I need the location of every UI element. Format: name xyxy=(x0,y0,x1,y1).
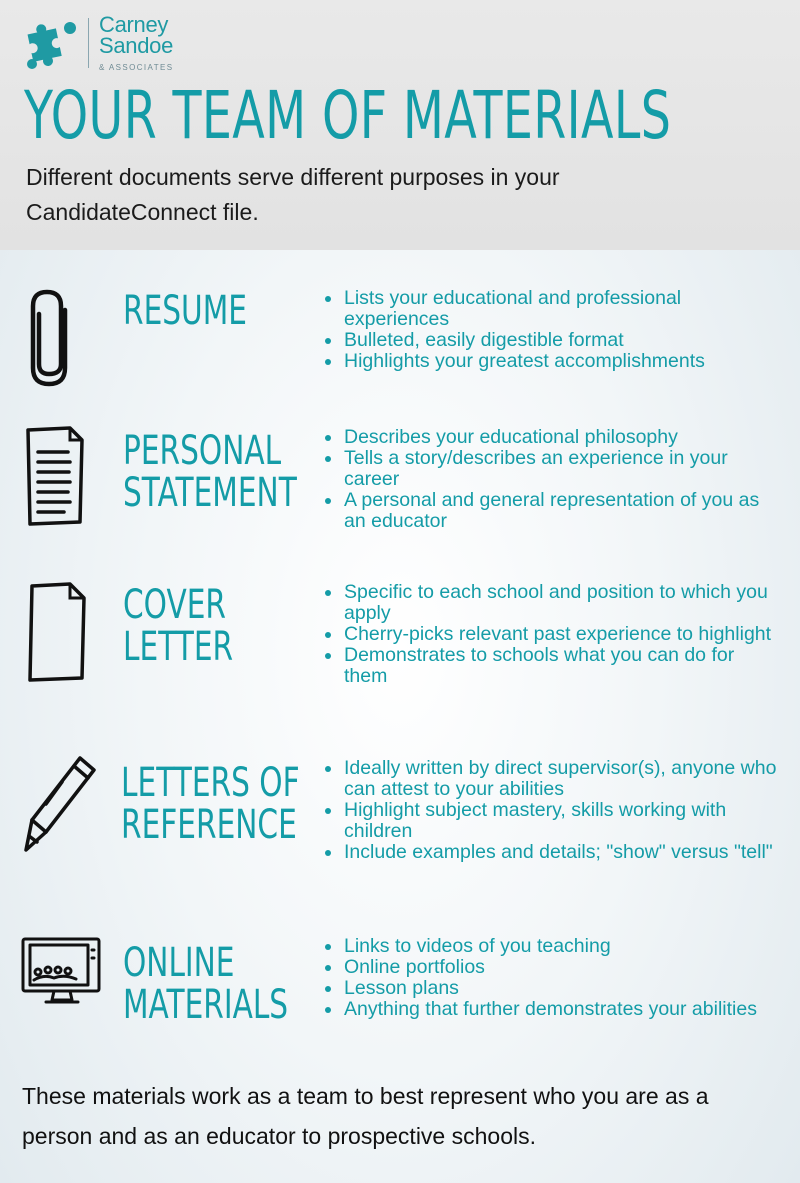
section-label-line: ONLINE xyxy=(123,940,235,986)
paperclip-icon xyxy=(27,288,81,390)
section-label-line: REFERENCE xyxy=(121,802,297,848)
monitor-icon xyxy=(20,936,104,1006)
list-item: Include examples and details; "show" versus "tell" xyxy=(322,842,782,863)
list-item: Links to videos of you teaching xyxy=(322,936,782,957)
list-item: Highlight subject mastery, skills working with children xyxy=(322,800,782,842)
logo-tagline: & ASSOCIATES xyxy=(99,63,174,72)
section-label xyxy=(123,942,288,1026)
list-item: Anything that further demonstrates your abilities xyxy=(322,999,782,1020)
bullet-list xyxy=(322,427,782,532)
lined-document-icon xyxy=(24,424,86,528)
logo-wordmark xyxy=(99,14,173,56)
bullet-list xyxy=(322,758,782,863)
list-item: Highlights your greatest accomplishments xyxy=(322,351,782,372)
list-item: Bulleted, easily digestible format xyxy=(322,330,782,351)
section-label xyxy=(121,762,300,846)
section-label xyxy=(123,290,247,332)
page-subtitle: Different documents serve different purposes in your CandidateConnect file. xyxy=(26,164,560,225)
blank-document-icon xyxy=(26,580,88,684)
pencil-icon xyxy=(22,752,102,856)
list-item: Demonstrates to schools what you can do for them xyxy=(322,645,782,687)
list-item: Describes your educational philosophy xyxy=(322,427,782,448)
logo-divider xyxy=(88,18,89,68)
puzzle-piece-icon xyxy=(22,16,80,72)
list-item: Lesson plans xyxy=(322,978,782,999)
list-item: Tells a story/describes an experience in your career xyxy=(322,448,782,490)
section-label xyxy=(123,584,233,668)
page-title: YOUR TEAM OF MATERIALS xyxy=(24,77,672,154)
list-item: A personal and general representation of you as an educator xyxy=(322,490,782,532)
section-label-line: MATERIALS xyxy=(123,982,289,1028)
section-label-line: PERSONAL xyxy=(123,428,282,474)
bullet-list xyxy=(322,936,782,1020)
bullet-list xyxy=(322,582,782,687)
logo xyxy=(22,14,202,74)
list-item: Ideally written by direct supervisor(s), anyone who can attest to your abilities xyxy=(322,758,782,800)
section-label-line: LETTER xyxy=(123,624,234,670)
section-label-line: RESUME xyxy=(123,288,247,334)
section-label-line: COVER xyxy=(123,582,226,628)
logo-line-1: Carney xyxy=(99,12,169,37)
list-item: Online portfolios xyxy=(322,957,782,978)
list-item: Lists your educational and professional experiences xyxy=(322,288,782,330)
footer-text: These materials work as a team to best represent who you are as a person and as an educator to prospective schools. xyxy=(22,1083,709,1149)
logo-line-2: Sandoe xyxy=(99,33,174,58)
section-label xyxy=(123,430,297,514)
bullet-list xyxy=(322,288,782,372)
list-item: Specific to each school and position to which you apply xyxy=(322,582,782,624)
list-item: Cherry-picks relevant past experience to highlight xyxy=(322,624,782,645)
section-label-line: LETTERS OF xyxy=(121,760,300,806)
header xyxy=(0,0,800,250)
section-label-line: STATEMENT xyxy=(123,470,297,516)
